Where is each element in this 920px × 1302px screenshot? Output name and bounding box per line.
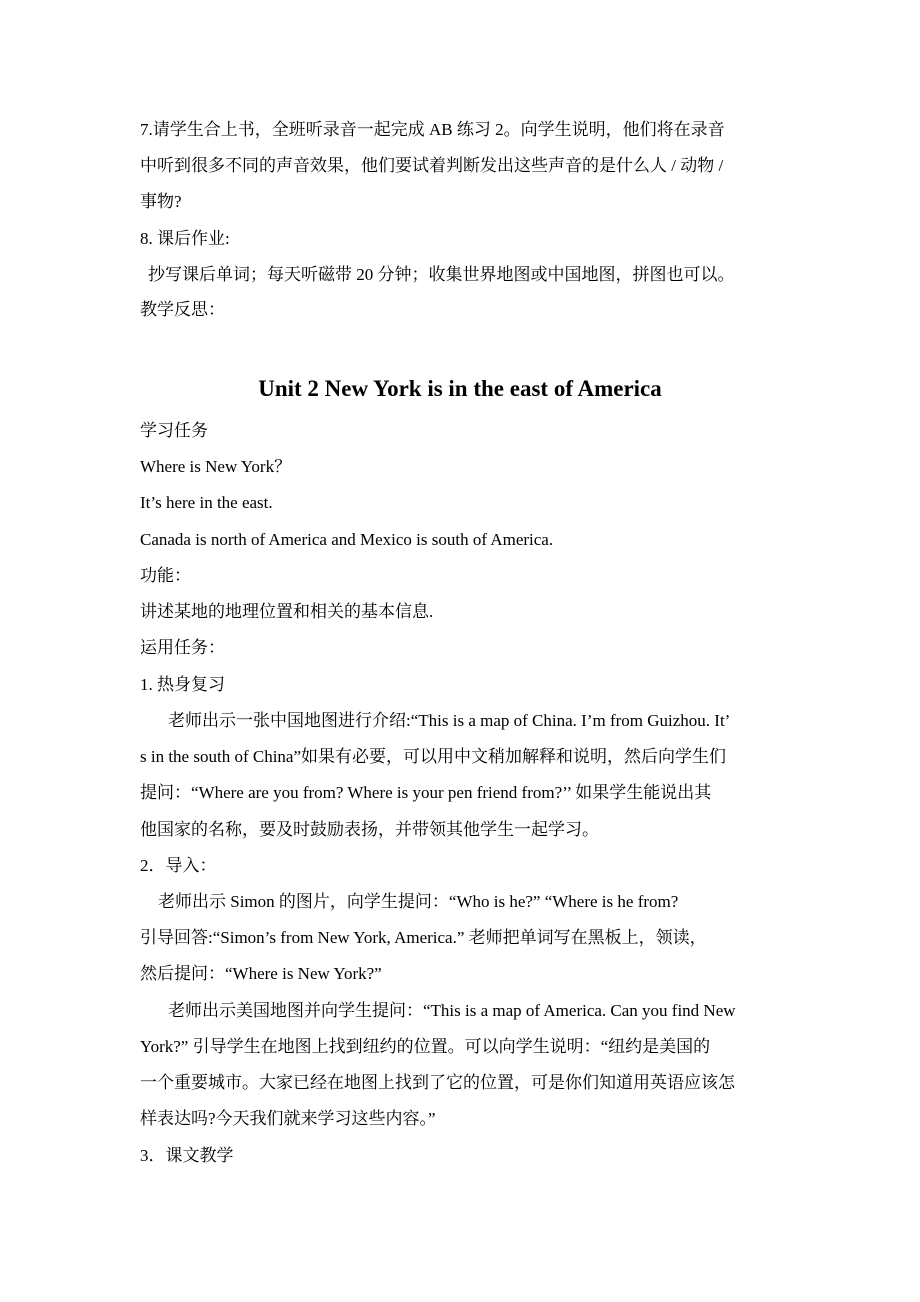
task-line-1: Where is New York？ (140, 457, 292, 476)
item8-heading: 8. 课后作业: (140, 229, 230, 248)
reflection-heading: 教学反思： (140, 300, 225, 319)
step2-line-1: 老师出示 Simon 的图片，向学生提问：“Who is he?” “Where is he from? (158, 892, 679, 911)
step2-line-6: 一个重要城市。大家已经在地图上找到了它的位置，可是你们知道用英语应该怎 (140, 1073, 735, 1092)
step1-line-1: 老师出示一张中国地图进行介绍:“This is a map of China. I’m from Guizhou. It’ (168, 711, 731, 730)
task-line-3: Canada is north of America and Mexico is south of America. (140, 530, 554, 549)
task-line-2: It’s here in the east. (140, 493, 273, 512)
item7-line-2: 中听到很多不同的声音效果，他们要试着判断发出这些声音的是什么人 / 动物 / (140, 156, 724, 175)
item7-line-1: 7.请学生合上书，全班听录音一起完成 AB 练习 2。向学生说明，他们将在录音 (140, 120, 725, 139)
step2-line-5: York?” 引导学生在地图上找到纽约的位置。可以向学生说明：“纽约是美国的 (140, 1037, 711, 1056)
step2-line-7: 样表达吗?今天我们就来学习这些内容。” (140, 1109, 436, 1128)
unit-title: Unit 2 New York is in the east of America (258, 376, 662, 401)
function-body: 讲述某地的地理位置和相关的基本信息. (140, 602, 434, 621)
step2-heading: 2．导入： (140, 856, 217, 875)
item8-body: 抄写课后单词；每天听磁带 20 分钟；收集世界地图或中国地图，拼图也可以。 (148, 265, 735, 284)
step3-heading: 3．课文教学 (140, 1146, 234, 1165)
step2-line-3: 然后提问：“Where is New York?” (140, 964, 382, 983)
apply-heading: 运用任务： (140, 638, 225, 657)
function-heading: 功能： (140, 566, 191, 585)
step1-heading: 1. 热身复习 (140, 675, 225, 694)
step1-line-2: s in the south of China”如果有必要，可以用中文稍加解释和说明，然后向学生们 (140, 747, 727, 766)
step1-line-3: 提问：“Where are you from? Where is your pen friend from?’’ 如果学生能说出其 (140, 783, 712, 802)
item7-line-3: 事物? (140, 192, 182, 211)
step2-line-4: 老师出示美国地图并向学生提问：“This is a map of America. Can you find New (168, 1001, 736, 1020)
step1-line-4: 他国家的名称，要及时鼓励表扬，并带领其他学生一起学习。 (140, 820, 599, 839)
step2-line-2: 引导回答:“Simon’s from New York, America.” 老师把单词写在黑板上，领读， (140, 928, 707, 947)
tasks-heading: 学习任务 (140, 421, 208, 440)
